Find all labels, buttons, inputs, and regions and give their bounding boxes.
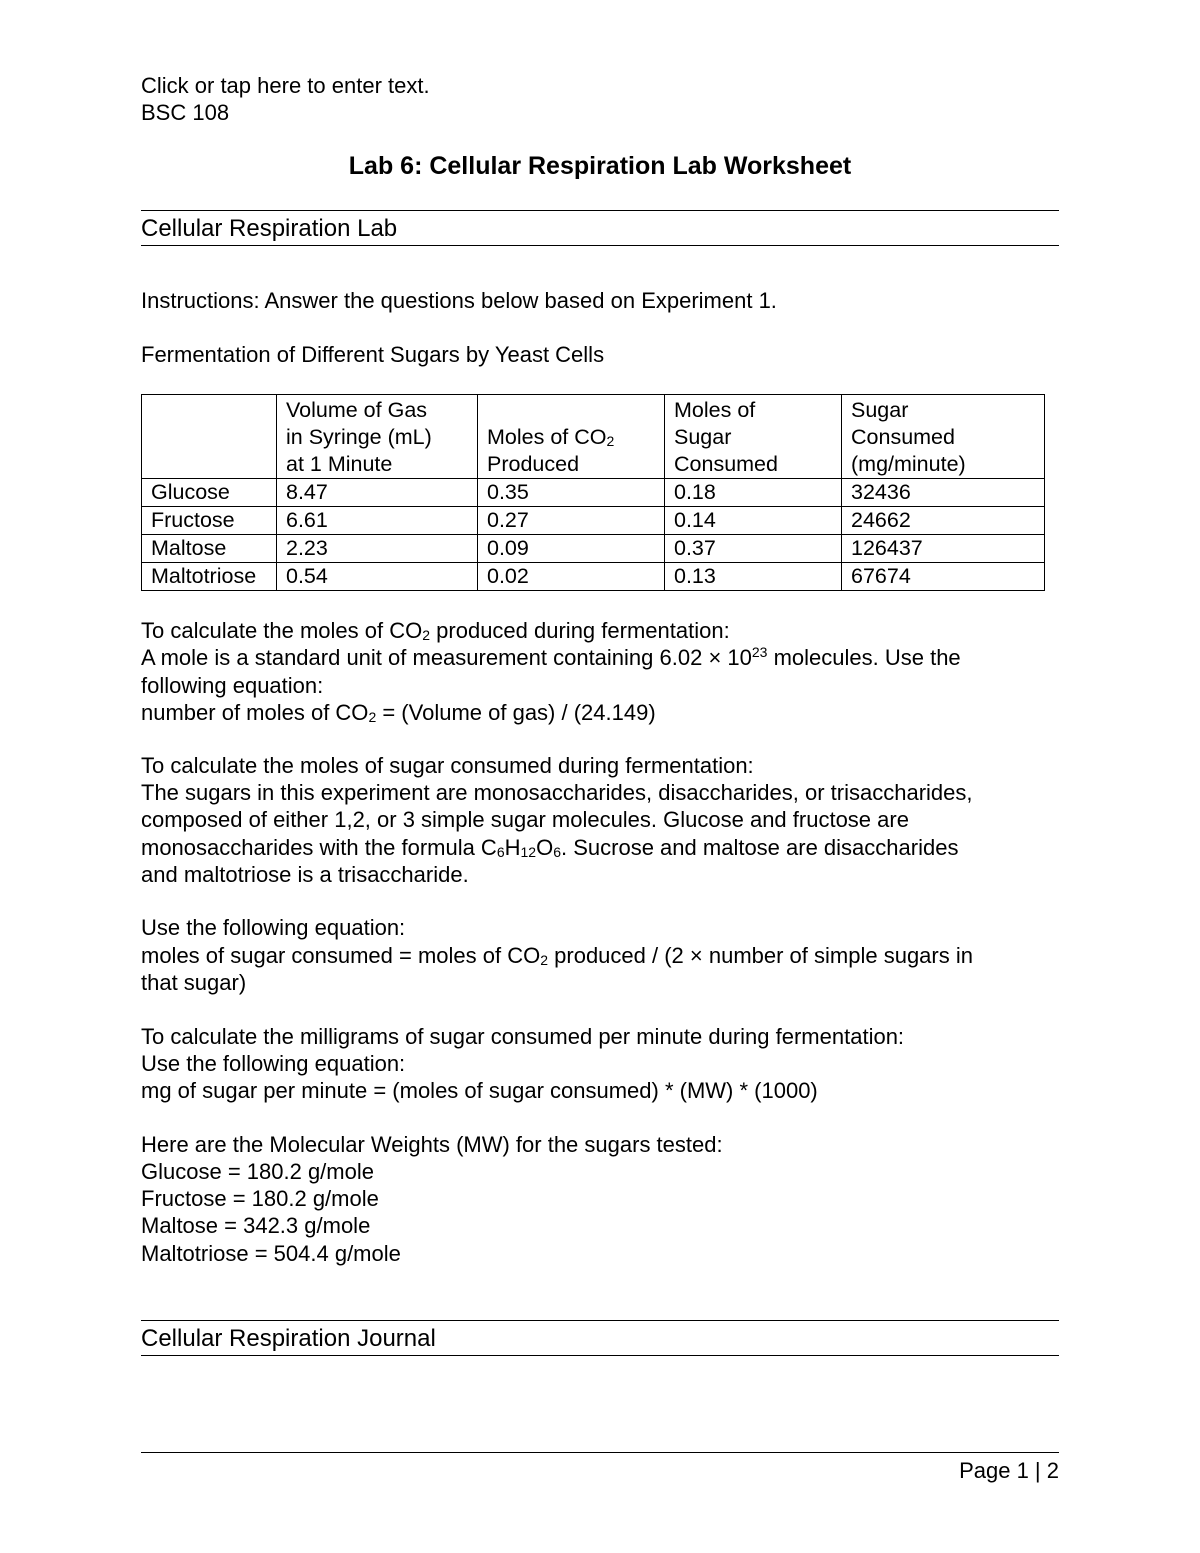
co2-equation: number of moles of $CO_2$ = (Volume of gas) / (24.149) <box>141 700 656 725</box>
header-text: at 1 Minute <box>286 452 393 476</box>
fermentation-table <box>141 394 1045 591</box>
section-heading-lab: Cellular Respiration Lab <box>141 215 398 242</box>
mw-item: Fructose = 180.2 g/mole <box>141 1186 379 1211</box>
cell-volume: 8.47 <box>277 479 478 507</box>
page-number: Page 1 | 2 <box>959 1458 1059 1483</box>
footer-rule <box>141 1452 1059 1453</box>
cell-mg: 67674 <box>842 563 1045 591</box>
mg-equation: mg of sugar per minute = (moles of sugar consumed) * (MW) * (1000) <box>141 1078 818 1103</box>
cell-volume: 6.61 <box>277 507 478 535</box>
cell-volume: 2.23 <box>277 535 478 563</box>
header-text: Consumed <box>851 425 955 449</box>
header-text: Sugar <box>851 398 909 422</box>
mole-definition: A mole is a standard unit of measurement containing $6.02 \times 10^{23}$ molecules. Use the <box>141 644 961 670</box>
body-text: that sugar) <box>141 970 247 995</box>
header-text: Volume of Gas <box>286 398 428 422</box>
section-rule-top <box>141 210 1059 211</box>
placeholder-text-field[interactable]: Click or tap here to enter text. <box>141 73 430 98</box>
header-text: in Syringe (mL) <box>286 425 432 449</box>
header-cell-empty <box>142 395 277 479</box>
body-text: Use the following equation: <box>141 1051 406 1076</box>
section-rule-top <box>141 1320 1059 1321</box>
table-row <box>142 479 1045 507</box>
header-text: Moles of $CO_2$ <box>487 425 615 449</box>
mw-item: Maltose = 342.3 g/mole <box>141 1213 371 1238</box>
sugar-equation: moles of sugar consumed = moles of $CO_2$ produced / (2 × number of simple sugars in <box>141 943 973 968</box>
cell-mg: 32436 <box>842 479 1045 507</box>
section-heading-journal: Cellular Respiration Journal <box>141 1325 436 1352</box>
cell-sugar: Maltose <box>142 535 277 563</box>
cell-co2: 0.02 <box>478 563 665 591</box>
cell-moles: 0.37 <box>665 535 842 563</box>
cell-moles: 0.18 <box>665 479 842 507</box>
header-text: (mg/minute) <box>851 452 966 476</box>
header-cell-co2 <box>478 395 665 479</box>
table-row <box>142 563 1045 591</box>
mw-item: Maltotriose = 504.4 g/mole <box>141 1241 401 1266</box>
cell-sugar: Maltotriose <box>142 563 277 591</box>
header-cell-mg-minute <box>842 395 1045 479</box>
header-cell-volume <box>277 395 478 479</box>
mg-calc-heading: To calculate the milligrams of sugar consumed per minute during fermentation: <box>141 1024 905 1049</box>
cell-moles: 0.13 <box>665 563 842 591</box>
cell-moles: 0.14 <box>665 507 842 535</box>
co2-calc-heading: To calculate the moles of $CO_2$ produced during fermentation: <box>141 618 730 643</box>
mw-intro: Here are the Molecular Weights (MW) for the sugars tested: <box>141 1132 723 1157</box>
course-code: BSC 108 <box>141 100 230 125</box>
section-rule-bottom <box>141 1355 1059 1356</box>
body-text: The sugars in this experiment are monosaccharides, disaccharides, or trisaccharides, <box>141 780 973 805</box>
header-text: Moles of <box>674 398 756 422</box>
cell-volume: 0.54 <box>277 563 478 591</box>
cell-sugar: Glucose <box>142 479 277 507</box>
sugar-calc-heading: To calculate the moles of sugar consumed during fermentation: <box>141 753 754 778</box>
table-row <box>142 507 1045 535</box>
header-cell-moles-sugar <box>665 395 842 479</box>
body-text: following equation: <box>141 673 324 698</box>
table-header-row <box>142 395 1045 479</box>
cell-mg: 24662 <box>842 507 1045 535</box>
cell-co2: 0.09 <box>478 535 665 563</box>
body-text: and maltotriose is a trisaccharide. <box>141 862 469 887</box>
mw-item: Glucose = 180.2 g/mole <box>141 1159 374 1184</box>
formula-text: monosaccharides with the formula $C_6H_{12}O_6$. Sucrose and maltose are disaccharides <box>141 835 959 860</box>
cell-co2: 0.27 <box>478 507 665 535</box>
header-text: Sugar <box>674 425 732 449</box>
header-text: Produced <box>487 452 580 476</box>
page-title: Lab 6: Cellular Respiration Lab Worksheet <box>348 152 852 180</box>
cell-mg: 126437 <box>842 535 1045 563</box>
cell-co2: 0.35 <box>478 479 665 507</box>
body-text: composed of either 1,2, or 3 simple sugar molecules. Glucose and fructose are <box>141 807 909 832</box>
cell-sugar: Fructose <box>142 507 277 535</box>
header-text: Consumed <box>674 452 778 476</box>
body-text: Use the following equation: <box>141 915 406 940</box>
instructions-text: Instructions: Answer the questions below based on Experiment 1. <box>141 288 777 313</box>
table-row <box>142 535 1045 563</box>
section-rule-bottom <box>141 245 1059 246</box>
table-caption: Fermentation of Different Sugars by Yeast Cells <box>141 342 605 367</box>
